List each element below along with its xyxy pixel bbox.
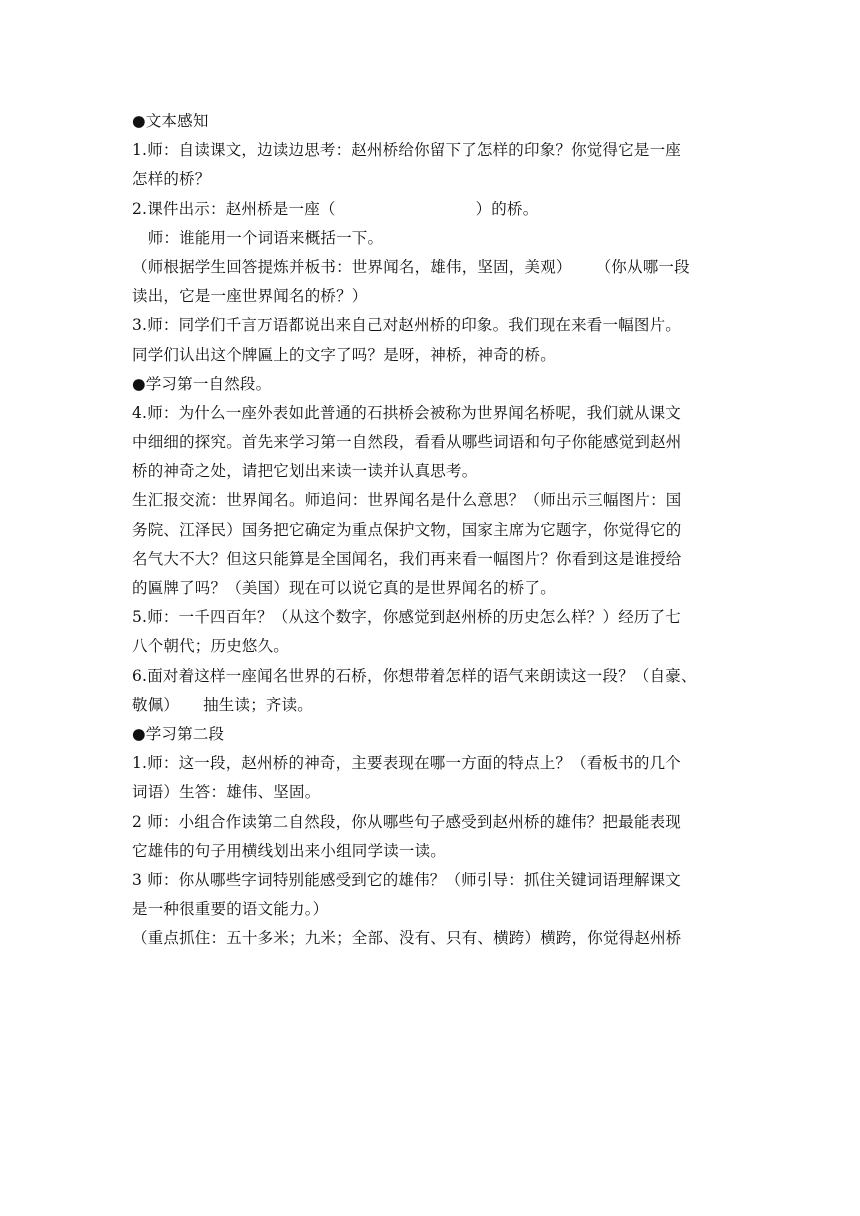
paragraph-line: 3 师：你从哪些字词特别能感受到它的雄伟？（师引导：抓住关键词语理解课文: [132, 870, 681, 889]
board-notes: （师根据学生回答提炼并板书：世界闻名，雄伟，坚固，美观）: [132, 257, 572, 276]
paragraph-line: 5.师：一千四百年？（从这个数字，你感觉到赵州桥的历史怎么样？）经历了七: [132, 608, 681, 627]
paragraph-line: 八个朝代；历史悠久。: [132, 637, 290, 656]
heading-first-paragraph: ●学习第一自然段。: [132, 374, 272, 393]
heading-text-perception: ●文本感知: [132, 112, 209, 130]
paragraph-line: 的匾牌了吗？（美国）现在可以说它真的是世界闻名的桥了。: [132, 579, 556, 597]
paragraph-line: 6.面对着这样一座闻名世界的石桥，你想带着怎样的语气来朗读这一段？（自豪、: [132, 666, 697, 685]
paragraph-line: 师：谁能用一个词语来概括一下。: [132, 228, 384, 247]
paragraph-line: 名气大不大？但这只能算是全国闻名，我们再来看一幅图片？你看到这是谁授给: [132, 549, 682, 568]
paragraph-line: 3.师：同学们千言万语都说出来自己对赵州桥的印象。我们现在来看一幅图片。: [132, 316, 681, 335]
fill-in-line: [132, 195, 732, 224]
paragraph-line: 4.师：为什么一座外表如此普通的石拱桥会被称为世界闻名桥呢，我们就从课文: [132, 403, 681, 422]
tone-answer: 敬佩）: [132, 695, 180, 714]
paragraph-line: 1.师：这一段，赵州桥的神奇，主要表现在哪一方面的特点上？（看板书的几个: [132, 754, 681, 773]
fill-in-suffix: ）的桥。: [475, 199, 539, 218]
paragraph-line: 2 师：小组合作读第二自然段，你从哪些句子感受到赵州桥的雄伟？把最能表现: [132, 812, 681, 831]
heading-second-paragraph: ●学习第二段: [132, 724, 225, 743]
paragraph-line: 读出，它是一座世界闻名的桥？）: [132, 287, 368, 306]
paragraph-line: （重点抓住：五十多米；九米；全部、没有、只有、横跨）横跨，你觉得赵州桥: [132, 929, 682, 948]
paragraph-line: 1.师：自读课文，边读边思考：赵州桥给你留下了怎样的印象？你觉得它是一座: [132, 141, 681, 160]
board-notes-line: [132, 253, 732, 282]
paragraph-line: 桥的神奇之处，请把它划出来读一读并认真思考。: [132, 462, 478, 481]
document-body: [132, 107, 732, 953]
paragraph-line: 词语）生答：雄伟、坚固。: [132, 783, 321, 802]
paragraph-line: 怎样的桥？: [132, 170, 211, 189]
fill-in-prefix: 2.课件出示：赵州桥是一座（: [132, 199, 336, 218]
reading-line: [132, 691, 732, 720]
paragraph-line: 是一种很重要的语文能力。）: [132, 900, 329, 919]
paragraph-line: 务院、江泽民）国务把它确定为重点保护文物，国家主席为它题字，你觉得它的: [132, 520, 682, 539]
paragraph-line: 它雄伟的句子用横线划出来小组同学读一读。: [132, 841, 447, 860]
paragraph-line: 生汇报交流：世界闻名。师追问：世界闻名是什么意思？（师出示三幅图片：国: [132, 491, 682, 510]
paragraph-line: 同学们认出这个牌匾上的文字了吗？是呀，神桥，神奇的桥。: [132, 345, 556, 364]
paragraph-line: 中细细的探究。首先来学习第一自然段，看看从哪些词语和句子你能感觉到赵州: [132, 433, 682, 452]
question-part: （你从哪一段: [595, 257, 690, 276]
reading-method: 抽生读；齐读。: [203, 695, 314, 714]
